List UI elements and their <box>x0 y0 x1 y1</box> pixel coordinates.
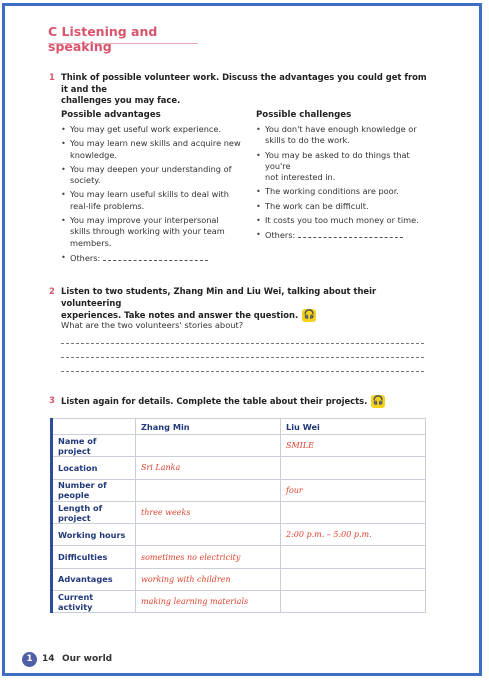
list-item-text: It costs you too much money or time. <box>265 215 419 226</box>
list-item <box>256 186 436 197</box>
liu-wei-cell[interactable] <box>281 546 426 568</box>
row-label: Difficulties <box>52 546 136 568</box>
list-item-text: not interested in. <box>265 172 336 183</box>
table-header-zhang-min: Zhang Min <box>136 419 281 435</box>
projects-table <box>50 418 426 613</box>
list-item <box>61 252 241 264</box>
table-row <box>52 435 426 457</box>
liu-wei-cell[interactable]: SMILE <box>281 435 426 457</box>
list-item <box>61 189 241 212</box>
zhang-min-cell[interactable]: sometimes no electricity <box>136 546 281 568</box>
list-item-text: You may be asked to do things that you're <box>265 149 410 171</box>
liu-wei-cell[interactable] <box>281 457 426 479</box>
list-item-text: members. <box>70 237 112 248</box>
list-item <box>256 201 436 212</box>
list-item-text: skills to do the work. <box>265 135 350 146</box>
table-row <box>52 479 426 501</box>
answer-line[interactable] <box>61 357 424 358</box>
table-row <box>52 524 426 546</box>
bullet-icon: • <box>256 229 261 240</box>
bullet-icon: • <box>61 163 66 174</box>
liu-wei-cell[interactable]: 2:00 p.m. – 5:00 p.m. <box>281 524 426 546</box>
zhang-min-cell[interactable] <box>136 435 281 457</box>
bullet-icon: • <box>61 189 66 200</box>
bullet-icon: • <box>61 124 66 134</box>
list-item-text: You may deepen your understanding of <box>70 163 232 174</box>
table-header-liu-wei: Liu Wei <box>281 419 426 435</box>
list-item-text: society. <box>70 175 101 186</box>
row-label: Advantages <box>52 568 136 590</box>
answer-line[interactable] <box>61 343 424 344</box>
list-item-text: You may get useful work experience. <box>70 124 222 134</box>
list-item <box>61 124 241 135</box>
table-row <box>52 568 426 590</box>
challenges-list <box>256 124 436 245</box>
question-text-line: challenges you may face. <box>61 95 181 105</box>
row-label: Location <box>52 457 136 479</box>
list-item-text: Others: <box>70 252 101 263</box>
page-number: 14 <box>42 654 55 664</box>
row-label: Length of project <box>52 501 136 523</box>
section-title: C Listening and speaking <box>48 24 198 44</box>
bullet-icon: • <box>256 149 261 160</box>
question-number: 1 <box>49 72 55 82</box>
table-row <box>52 457 426 479</box>
table-row <box>52 546 426 568</box>
list-item <box>256 215 436 226</box>
zhang-min-cell[interactable] <box>136 524 281 546</box>
table-row <box>52 591 426 613</box>
headphones-icon[interactable]: 🎧 <box>303 310 315 320</box>
unit-badge: 1 <box>22 652 37 667</box>
bullet-icon: • <box>256 124 261 134</box>
zhang-min-cell[interactable] <box>136 479 281 501</box>
question-text-line: experiences. Take notes and answer the question. <box>61 310 299 320</box>
list-item-text: You may improve your interpersonal <box>70 215 219 226</box>
unit-name: Our world <box>62 654 113 664</box>
question-text-line: Listen again for details. Complete the table about their projects. <box>61 396 368 406</box>
list-item <box>256 124 436 147</box>
liu-wei-cell[interactable] <box>281 568 426 590</box>
bullet-icon: • <box>61 215 66 226</box>
question-number: 3 <box>49 395 55 405</box>
liu-wei-cell[interactable] <box>281 591 426 613</box>
list-item <box>61 138 241 161</box>
list-item <box>256 229 436 241</box>
advantages-heading: Possible advantages <box>61 110 161 120</box>
zhang-min-cell[interactable]: working with children <box>136 568 281 590</box>
question-number: 2 <box>49 286 55 296</box>
challenges-heading: Possible challenges <box>256 110 352 120</box>
others-blank-field[interactable] <box>103 252 208 261</box>
table-header-row <box>52 419 426 435</box>
list-item <box>61 215 241 249</box>
answer-line[interactable] <box>61 371 424 372</box>
zhang-min-cell[interactable]: making learning materials <box>136 591 281 613</box>
headphones-icon[interactable]: 🎧 <box>372 396 384 406</box>
question-text-line: Think of possible volunteer work. Discuss the advantages you could get from it and the <box>61 72 427 94</box>
list-item-text: The work can be difficult. <box>265 200 369 211</box>
zhang-min-cell[interactable]: three weeks <box>136 501 281 523</box>
list-item-text: The working conditions are poor. <box>265 186 399 197</box>
liu-wei-cell[interactable] <box>281 501 426 523</box>
table-header-cell <box>52 419 136 435</box>
advantages-list <box>61 124 241 267</box>
list-item-text: You don't have enough knowledge or <box>265 124 417 134</box>
table-row <box>52 501 426 523</box>
list-item-text: Others: <box>265 230 296 241</box>
question-2-prompt: What are the two volunteers' stories about? <box>61 320 244 330</box>
row-label: Working hours <box>52 524 136 546</box>
list-item-text: You may learn useful skills to deal with <box>70 189 229 200</box>
list-item-text: real-life problems. <box>70 200 145 211</box>
others-blank-field[interactable] <box>298 229 403 238</box>
row-label: Number of people <box>52 479 136 501</box>
list-item-text: You may learn new skills and acquire new <box>70 138 241 149</box>
list-item-text: skills through working with your team <box>70 226 225 237</box>
liu-wei-cell[interactable]: four <box>281 479 426 501</box>
list-item <box>61 164 241 187</box>
bullet-icon: • <box>61 251 66 262</box>
row-label: Current activity <box>52 591 136 613</box>
list-item <box>256 150 436 184</box>
bullet-icon: • <box>256 200 261 211</box>
zhang-min-cell[interactable]: Sri Lanka <box>136 457 281 479</box>
list-item-text: knowledge. <box>70 149 117 160</box>
row-label: Name of project <box>52 435 136 457</box>
question-text-line: Listen to two students, Zhang Min and Liu Wei, talking about their volunteering <box>61 286 377 308</box>
bullet-icon: • <box>61 138 66 149</box>
bullet-icon: • <box>256 186 261 197</box>
bullet-icon: • <box>256 215 261 226</box>
